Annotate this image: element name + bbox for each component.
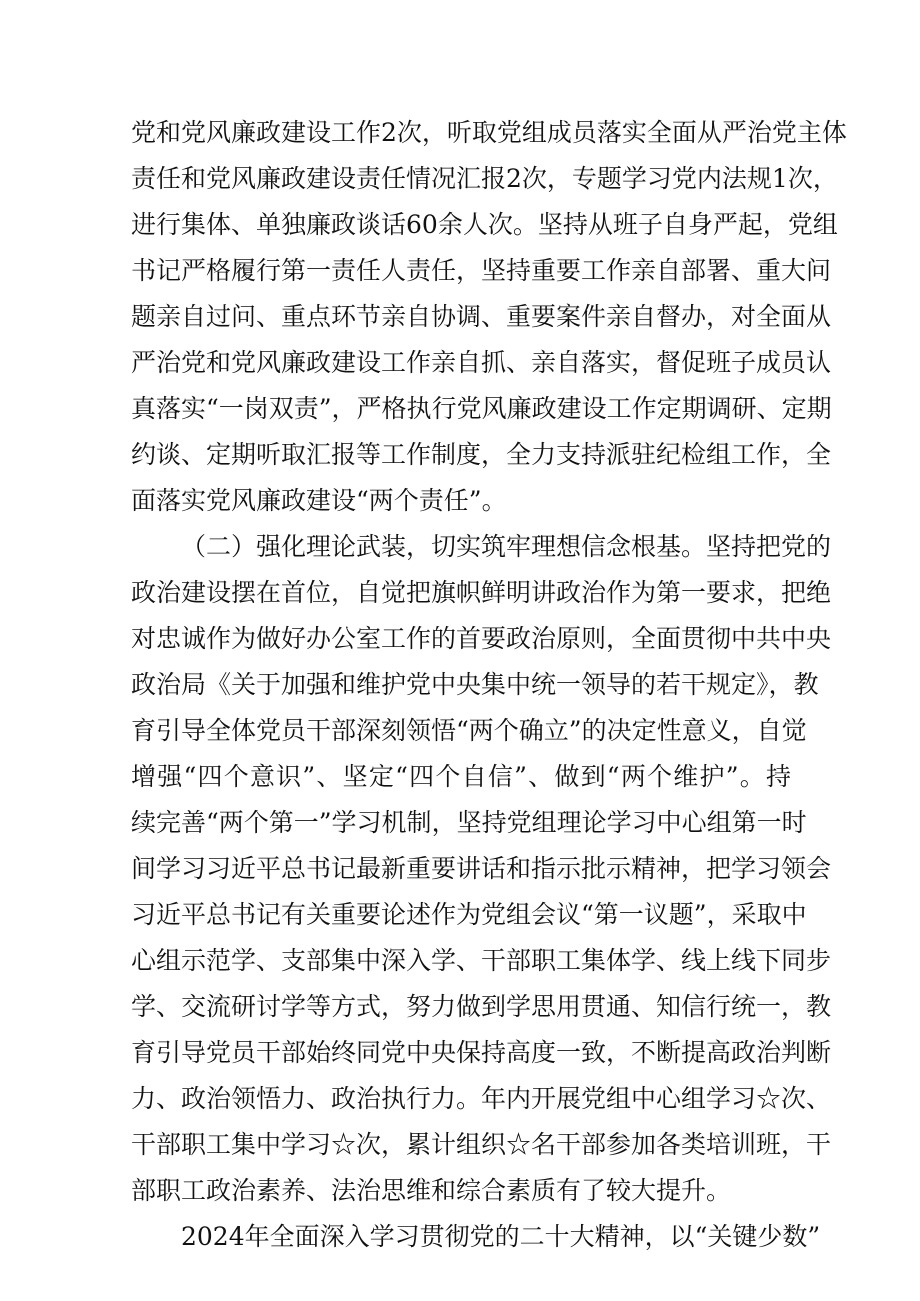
paragraph-line: 约谈、定期听取汇报等工作制度，全力支持派驻纪检组工作，全 [131,440,832,469]
paragraph-line: 题亲自过问、重点环节亲自协调、重要案件亲自督办，对全面从 [131,302,832,331]
paragraph-line: 2024年全面深入学习贯彻党的二十大精神，以“关键少数” [181,1222,821,1251]
paragraph-line: 进行集体、单独廉政谈话60余人次。坚持从班子自身严起，党组 [131,210,838,239]
paragraph-line: 学、交流研讨学等方式，努力做到学思用贯通、知信行统一，教 [131,992,832,1021]
paragraph-line: 政治建设摆在首位，自觉把旗帜鲜明讲政治作为第一要求，把绝 [131,578,832,607]
paragraph-line: 续完善“两个第一”学习机制，坚持党组理论学习中心组第一时 [131,808,807,837]
paragraph-line: 责任和党风廉政建设责任情况汇报2次，专题学习党内法规1次， [131,164,838,193]
section-heading-line: （二）强化理论武装，切实筑牢理想信念根基。坚持把党的 [181,532,832,561]
paragraph-line: 心组示范学、支部集中深入学、干部职工集体学、线上线下同步 [131,946,832,975]
paragraph-line: 真落实“一岗双责”，严格执行党风廉政建设工作定期调研、定期 [131,394,832,423]
paragraph-line: 育引导全体党员干部深刻领悟“两个确立”的决定性意义，自觉 [131,716,807,745]
paragraph-line: 党和党风廉政建设工作2次，听取党组成员落实全面从严治党主体 [131,118,847,147]
paragraph-line: 干部职工集中学习☆次，累计组织☆名干部参加各类培训班，干 [131,1130,832,1159]
paragraph-line: 间学习习近平总书记最新重要讲话和指示批示精神，把学习领会 [131,854,832,883]
paragraph-line: 力、政治领悟力、政治执行力。年内开展党组中心组学习☆次、 [131,1084,832,1113]
paragraph-line: 面落实党风廉政建设“两个责任”。 [131,486,507,515]
paragraph-line: 政治局《关于加强和维护党中央集中统一领导的若干规定》，教 [131,670,819,699]
paragraph-line: 严治党和党风廉政建设工作亲自抓、亲自落实，督促班子成员认 [131,348,832,377]
paragraph-line: 育引导党员干部始终同党中央保持高度一致，不断提高政治判断 [131,1038,832,1067]
paragraph-line: 部职工政治素养、法治思维和综合素质有了较大提升。 [131,1176,732,1205]
paragraph-line: 习近平总书记有关重要论述作为党组会议“第一议题”，采取中 [131,900,807,929]
paragraph-line: 增强“四个意识”、坚定“四个自信”、做到“两个维护”。持 [131,762,791,791]
paragraph-line: 书记严格履行第一责任人责任，坚持重要工作亲自部署、重大问 [131,256,832,285]
paragraph-line: 对忠诚作为做好办公室工作的首要政治原则，全面贯彻中共中央 [131,624,832,653]
